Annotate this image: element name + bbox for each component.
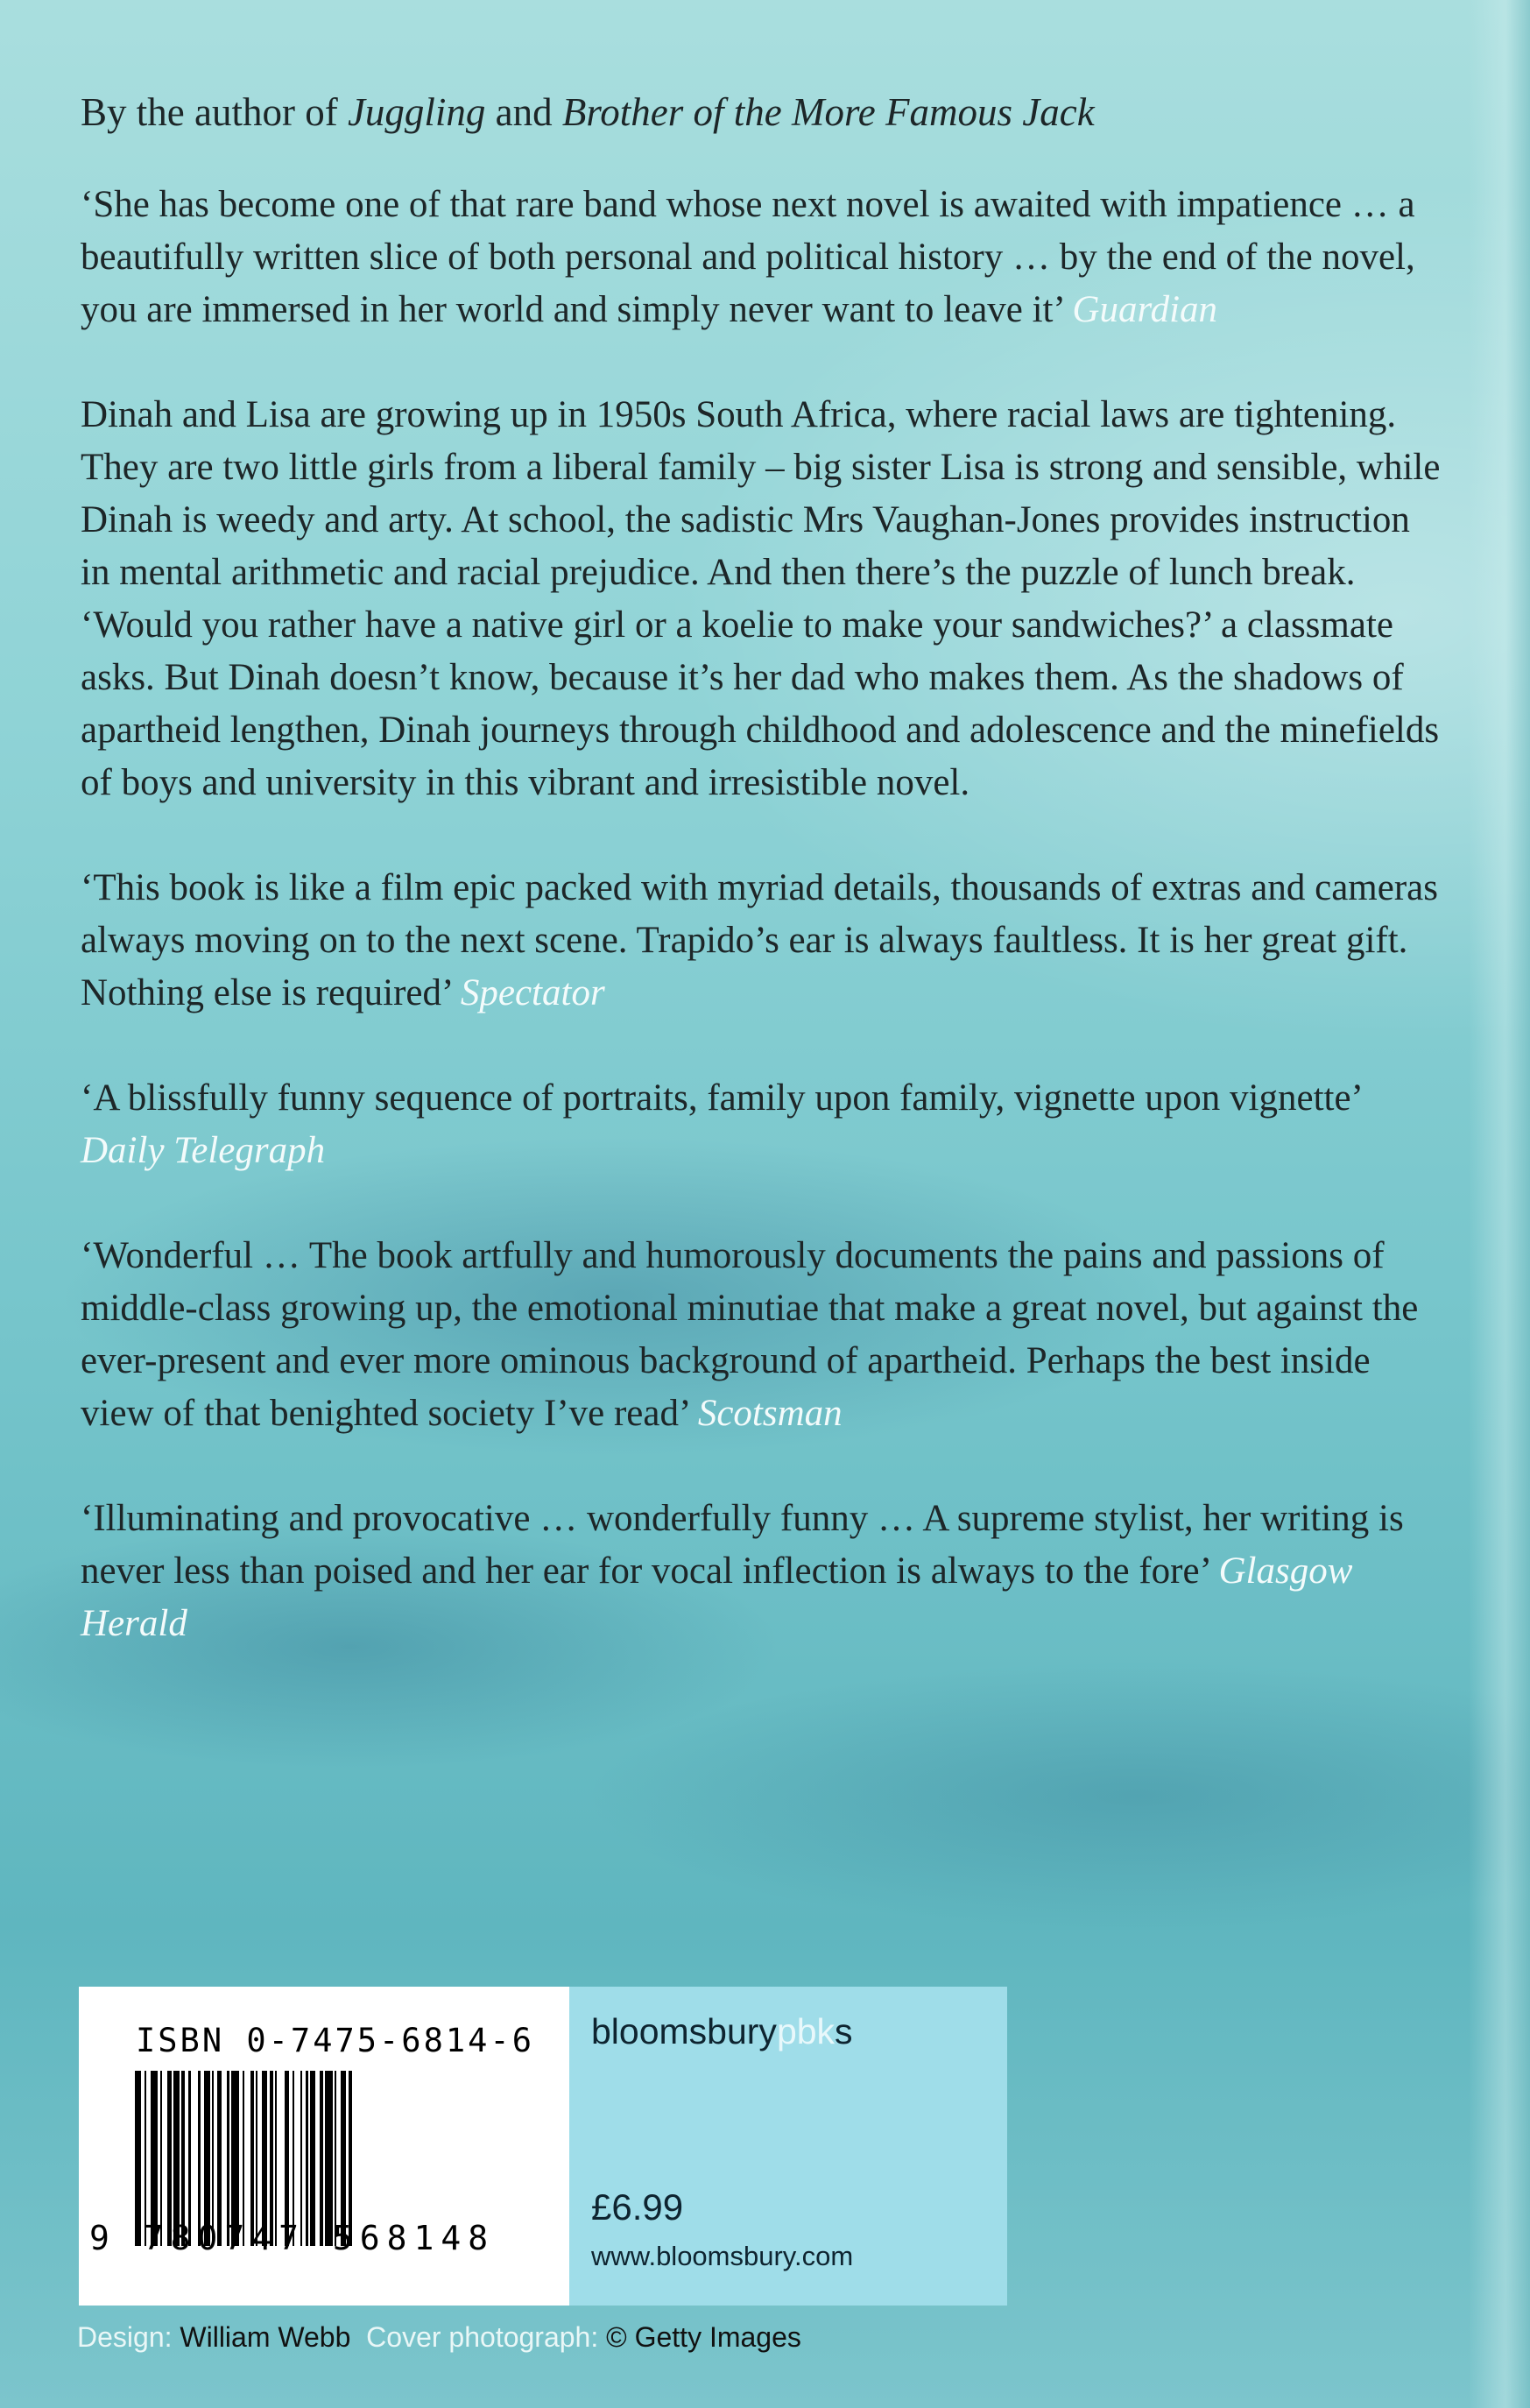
isbn-text: ISBN 0-7475-6814-6: [136, 2022, 534, 2059]
quote-text: ‘Wonderful … The book artfully and humorously documents the pains and passions of middle-class growing up, the emotional minutiae that make a great novel, but against the ever-present and ever more ominous background of apartheid. Perhaps the best inside view of that benighted society I’ve read’: [81, 1235, 1419, 1434]
designer-name: William Webb: [180, 2321, 351, 2353]
ean-digits: 9 780747 568148: [89, 2219, 496, 2257]
logo-main-text: bloomsbury: [591, 2011, 777, 2051]
quote-source: Guardian: [1072, 289, 1218, 330]
author-line: [81, 86, 1447, 138]
quote-glasgow-herald: [81, 1493, 1447, 1650]
quote-source: Daily Telegraph: [81, 1130, 326, 1171]
quote-source: Scotsman: [697, 1393, 843, 1434]
quote-text: ‘This book is like a film epic packed with myriad details, thousands of extras and cameras always moving on to the next scene. Trapido’s ear is always faultless. It is her great gift. Nothing else is required’: [81, 867, 1438, 1013]
quote-scotsman: [81, 1230, 1447, 1440]
quote-text: ‘A blissfully funny sequence of portraits, family upon family, vignette upon vignette’: [81, 1077, 1361, 1119]
design-label: Design:: [77, 2321, 173, 2353]
quote-source: Glasgow Herald: [81, 1550, 1353, 1644]
author-line-prefix: By the author of: [81, 90, 348, 134]
publisher-url: www.bloomsbury.com: [591, 2241, 854, 2271]
publisher-logo: [591, 2011, 853, 2052]
quote-source: Spectator: [460, 972, 605, 1013]
book-title-juggling: Juggling: [347, 90, 486, 134]
publisher-panel: [569, 1987, 1007, 2306]
book-title-brother: Brother of the More Famous Jack: [561, 90, 1095, 134]
quote-guardian: [81, 179, 1447, 336]
photo-credit: © Getty Images: [606, 2321, 801, 2353]
logo-pbk-text: pbk: [776, 2011, 836, 2051]
page-edge-shading: [1469, 0, 1530, 2408]
logo-s-text: s: [835, 2011, 853, 2051]
credits-line: [77, 2321, 801, 2354]
quote-spectator: [81, 862, 1447, 1020]
back-cover-text: [81, 86, 1447, 1703]
photo-label: Cover photograph:: [366, 2321, 599, 2353]
quote-text: ‘She has become one of that rare band whose next novel is awaited with impatience … a beautifully written slice of both personal and political history … by the end of the novel, you are immersed in her world and simply never want to leave it’: [81, 184, 1415, 330]
blurb-synopsis: [81, 389, 1447, 809]
synopsis-text: Dinah and Lisa are growing up in 1950s South Africa, where racial laws are tightening. They are two little girls from a liberal family – big sister Lisa is strong and sensible, while Dinah is weedy and arty. At school, the sadistic Mrs Vaughan-Jones provides instruction in mental arithmetic and racial prejudice. And then there’s the puzzle of lunch break. ‘Would you rather have a native girl or a koelie to make your sandwiches?’ a classmate asks. But Dinah doesn’t know, because it’s her dad who makes them. As the shadows of apartheid lengthen, Dinah journeys through childhood and adolescence and the minefields of boys and university in this vibrant and irresistible novel.: [81, 394, 1441, 803]
quote-telegraph: [81, 1072, 1447, 1177]
barcode-panel: [79, 1987, 569, 2306]
price: £6.99: [591, 2186, 684, 2228]
author-line-middle: and: [485, 90, 562, 134]
quote-text: ‘Illuminating and provocative … wonderfully funny … A supreme stylist, her writing is never less than poised and her ear for vocal inflection is always to the fore’: [81, 1498, 1404, 1592]
